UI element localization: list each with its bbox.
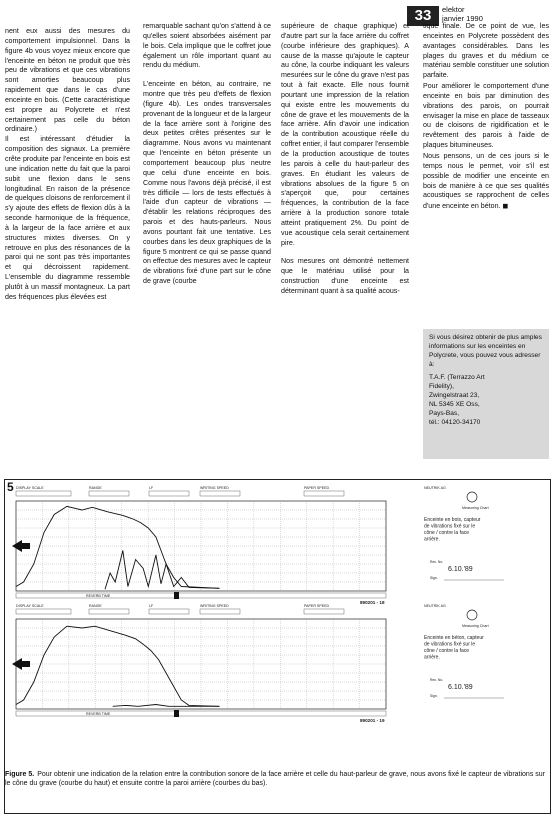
text-column-2 — [143, 22, 271, 287]
address-line: Pays-Bas, — [429, 410, 460, 417]
chart-header-label: WRITING SPEED — [200, 604, 229, 608]
paragraph-text: Nous pensons, un de ces jours si le temps nous le permet, voir s'il est possible de modifier une enceinte en bois de manière à ce que ses qualités acoustiques se rapprochent de celles d'une enceinte en béton. — [423, 151, 549, 211]
chart-header-label: RANGE — [89, 604, 102, 608]
chart-header-label: PAPER SPEED — [304, 604, 330, 608]
chart-header-label: NEUTRIK AG — [424, 604, 446, 608]
chart-header-label: LF — [149, 486, 154, 490]
text-column-4 — [423, 22, 549, 212]
address-line: NL 5345 XE Oss, — [429, 401, 480, 408]
neutrik-logo-icon — [467, 492, 477, 502]
trace-cone — [16, 506, 220, 588]
rec-no-label: Rec. No. — [430, 678, 444, 682]
page-number: 33 — [407, 6, 439, 26]
trace-cone — [16, 626, 220, 706]
chart-header-label: DISPLAY SCALE — [16, 486, 44, 490]
chart-header-label: PAPER SPEED — [304, 486, 330, 490]
reverb-time-label: REVERB TIME — [86, 712, 111, 716]
address-line: Fidelity), — [429, 383, 454, 390]
paragraph: supérieure de chaque graphique) et d'autre part sur la face arrière du coffret (courbe inférieure des graphiques). A cause de la masse qu'ajoute le capteur au cône, la courbe indiquant les valeurs mesurées sur le cône du grave n'est pas tout à fait exacte. Elle nous fournit pourtant une impression de la relation qui existe entre les mouvements du cône de grave et les mouvements de la face arrière. Afin d'avoir une indication de la contribution acoustique réelle du coffret entier, il faut comparer l'ensemble de la production acoustique de toutes les parois à celle du haut-parleur des graves. En étudiant les valeurs de vibrations absolues de la figure 5 on s'aperçoit que, pour certaines fréquences, la contribution de la face arrière à la production sonore totale atteint pratiquement 2%. Du point de vue acoustique cela serait certainement pire. — [281, 22, 409, 247]
chart-header-label: LF — [149, 604, 154, 608]
trace-rear-panel — [105, 551, 220, 590]
paragraph: Il est intéressant d'étudier la composition des signaux. La première crête produite par l'enceinte en bois est une indication nette du fait que la paroi subit une flexion dans le sens longitudinal. En raison de la présence de quelques cloisons de renforcement il s'y ajoute des effets de flexion dûs à la seconde harmonique de la fréquence, à la largeur de la face arrière et aux structures mixtes diverses. On y retrouve en plus des résonances de la paroi qui ne sont pas très importantes et qui décroissent rapidement. L'ensemble du diagramme ressemble plutôt à un massif montagneux. La part des fréquences plus élevées est — [5, 135, 131, 301]
caption-label: Figure 5. — [5, 771, 35, 778]
signature-date: 6.10.'89 — [448, 684, 473, 691]
header-field-box — [149, 609, 189, 614]
chart-annotation: de vibrations fixé sur le — [424, 641, 476, 648]
sign-label: Sign. — [430, 694, 438, 698]
address-box — [423, 329, 549, 459]
chart-header-label: DISPLAY SCALE — [16, 604, 44, 608]
chart-header-label: WRITING SPEED — [200, 486, 229, 490]
header-field-box — [200, 491, 240, 496]
magazine-name: elektor — [442, 5, 465, 14]
neutrik-logo-icon — [467, 610, 477, 620]
chart-annotation: Enceinte en béton, capteur — [424, 635, 484, 641]
header-field-box — [149, 491, 189, 496]
rec-no-label: Rec. No. — [430, 560, 444, 564]
reverb-time-bar — [16, 593, 386, 598]
paragraph: L'enceinte en béton, au contraire, ne montre que très peu d'effets de flexion (figure 4b). Les ondes transversales provenant de la longueur et de la largeur de la face arrière sont à l'origine des deux petites crêtes présentes sur le diagramme. Nous avons vu maintenant que l'enceinte en béton présente un comportement beaucoup plus neutre que celui d'une enceinte en bois. Comme nous l'avons déjà précisé, il est très difficile — lors de tests effectués à l'aide d'un capteur de vibrations — d'établir les relations réciproques des parois et des hauts-parleurs. Nous avons pourtant fait une tentative. Les courbes dans les deux graphiques de la figure 5 montrent ce qui se passe quand on effectue des mesures avec le capteur de vibrations fixé d'une part sur le cône de grave (courbe — [143, 80, 271, 286]
chart-annotation: cône / contre la face — [424, 648, 470, 654]
reverb-time-bar — [16, 711, 386, 716]
chart-code: 890201 - 18 — [360, 600, 385, 605]
address-line: T.A.F. (Terrazzo Art — [429, 374, 485, 381]
figure-number: 5 — [7, 480, 14, 494]
header-field-box — [200, 609, 240, 614]
header-field-box — [16, 491, 71, 496]
chart-annotation: cône / contre la face — [424, 530, 470, 536]
header-field-box — [304, 609, 344, 614]
header-field-box — [304, 491, 344, 496]
end-of-article-icon: ◼ — [502, 201, 509, 211]
chart-code: 890201 - 19 — [360, 718, 385, 723]
sign-label: Sign. — [430, 576, 438, 580]
reverb-time-label: REVERB TIME — [86, 594, 111, 598]
signature-date: 6.10.'89 — [448, 566, 473, 573]
header-field-box — [89, 609, 129, 614]
paragraph: Nos mesures ont démontré nettement que le matériau utilisé pour la construction d'une enceinte est déterminant quant à sa qualité acous- — [281, 257, 409, 295]
text-column-3 — [281, 22, 409, 297]
chart-concrete-enclosure — [12, 604, 504, 723]
reverb-marker — [174, 710, 179, 717]
paragraph: tique finale. De ce point de vue, les enceintes en Polycrete possèdent des avantages considérables. Dans les plages du graves et du médium ce matériau semble constituer une solution parfaite. — [423, 22, 549, 80]
paragraph: nent eux aussi des mesures du comportement impulsionnel. Dans la figure 4b vous voyez mieux encore que l'enceinte en béton ne produit que très peu de vibrations et que ces vibrations sont amorties beaucoup plus rapidement que dans le cas d'une enceinte en bois. (Cette caractéristique est propre au Polycrete et n'est certainement pas celle du béton ordinaire.) — [5, 27, 130, 134]
caption-text: Pour obtenir une indication de la relation entre la contribution sonore de la face arrière et celle du haut-parleur de grave, nous avons fixé le capteur de vibrations sur le cône du grave (courbe du haut) et ensuite contre la paroi arrière (courbes du bas). — [5, 771, 545, 787]
address-line: Zwingelstraat 23, — [429, 392, 480, 399]
chart-annotation: arrière. — [424, 654, 440, 661]
chart-annotation: arrière. — [424, 536, 440, 543]
text-column-1 — [5, 27, 130, 303]
chart-annotation: Enceinte en bois, capteur — [424, 517, 481, 523]
chart-annotation: de vibrations fixé sur le — [424, 523, 476, 530]
measuring-chart-label: Measuring Chart — [462, 624, 489, 628]
arrow-left-icon — [12, 540, 30, 552]
arrow-left-icon — [12, 658, 30, 670]
issue-date: janvier 1990 — [442, 14, 483, 23]
address-intro: Si vous désirez obtenir de plus amples informations sur les enceintes en Polycrete, vous pouvez vous adresser à: — [429, 334, 542, 368]
chart-header-label: NEUTRIK AG — [424, 486, 446, 490]
reverb-marker — [174, 592, 179, 599]
header-field-box — [16, 609, 71, 614]
chart-wood-enclosure — [12, 486, 504, 605]
paragraph: Pour améliorer le comportement d'une enceinte en bois par diminution des vibrations des parois, on pourrait envisager la mise en place de tasseaux ou de cloisons de rigidification et le revêtement des parois à l'aide de plaques bitumineuses. — [423, 82, 549, 150]
paragraph: remarquable sachant qu'on s'attend à ce qu'elles soient absorbées aisément par le bois. Cela implique que le coffret joue également un rôle important quant au rendu du médium. — [143, 22, 271, 70]
measuring-chart-label: Measuring Chart — [462, 506, 489, 510]
paragraph — [423, 152, 549, 212]
chart-header-label: RANGE — [89, 486, 102, 490]
address-line: tél.: 04120-34170 — [429, 419, 481, 426]
measurement-charts — [4, 479, 551, 769]
figure-caption — [5, 770, 550, 788]
page-header — [442, 5, 483, 23]
header-field-box — [89, 491, 129, 496]
